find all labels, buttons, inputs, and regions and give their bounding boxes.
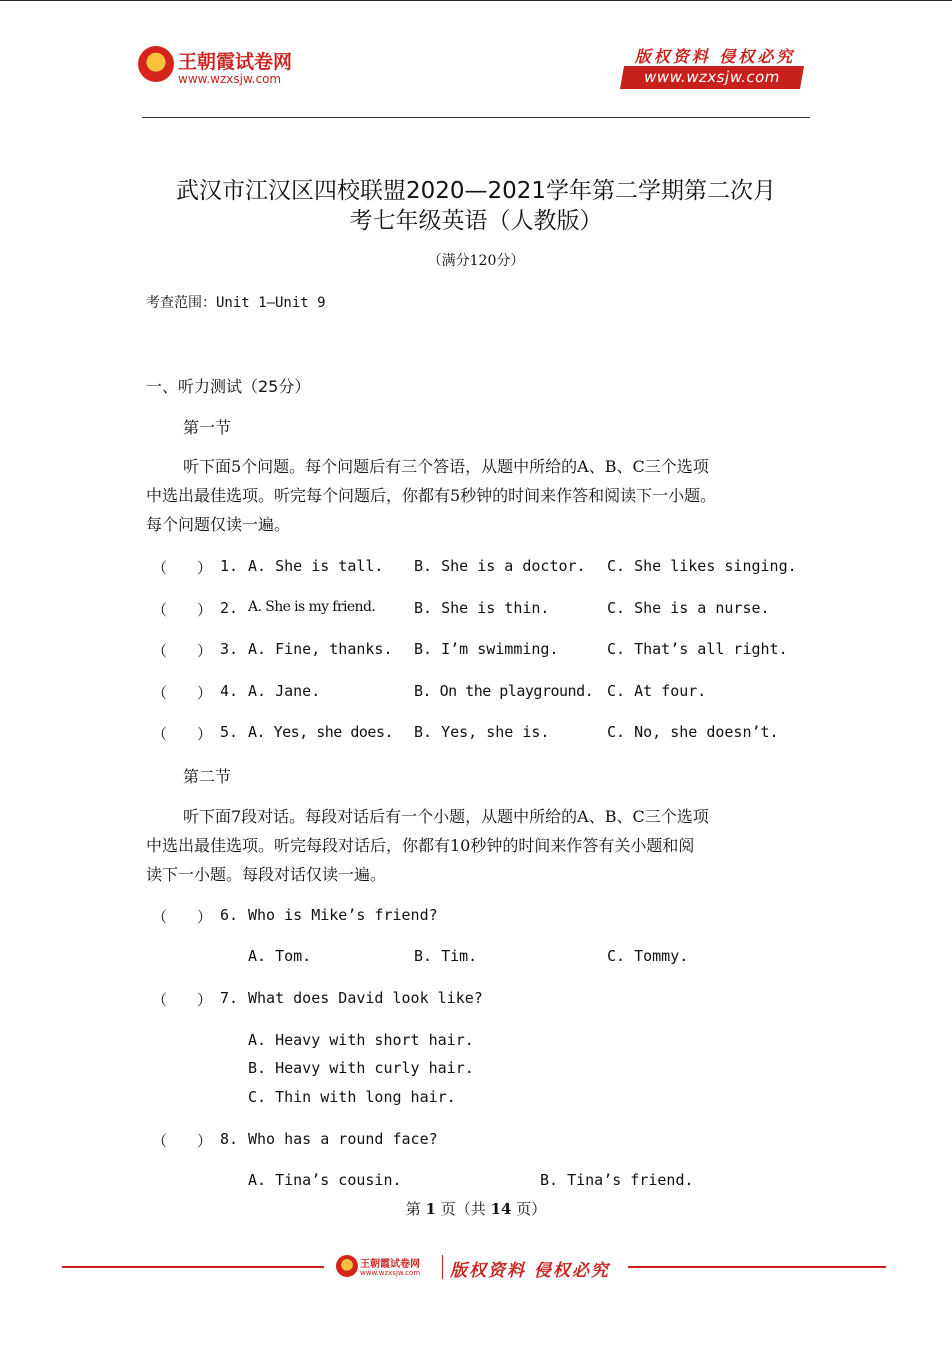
part2-label: 第二节 — [183, 767, 232, 786]
page-current: 1 — [425, 1200, 436, 1218]
option-a: A. Yes, she does. — [248, 723, 394, 741]
part1-label: 第一节 — [183, 418, 232, 437]
instruction-line: 每个问题仅读一遍。 — [146, 515, 291, 534]
option-b: B. Heavy with curly hair. — [248, 1059, 474, 1077]
instruction-line: 听下面7段对话。每段对话后有一个小题，从题中所给的A、B、C三个选项 — [183, 807, 709, 826]
option-c: C. She likes singing. — [607, 557, 797, 575]
page-suffix: 页） — [516, 1200, 547, 1218]
page-mid: 页（共 — [440, 1200, 486, 1218]
answer-blank[interactable]: （ ） — [152, 601, 213, 619]
logo-title: 王朝霞试卷网 — [178, 51, 293, 73]
question-text: Who has a round face? — [248, 1130, 438, 1148]
answer-blank[interactable]: （ ） — [152, 642, 213, 660]
page-number — [300, 1198, 652, 1219]
answer-blank[interactable]: （ ） — [152, 725, 213, 743]
option-a: A. Heavy with short hair. — [248, 1031, 474, 1049]
option-a: A. Jane. — [248, 682, 321, 700]
instruction-line: 中选出最佳选项。听完每个问题后，你都有5秒钟的时间来作答和阅读下一小题。 — [146, 486, 717, 505]
instruction-line: 中选出最佳选项。听完每段对话后，你都有10秒钟的时间来作答有关小题和阅 — [146, 836, 695, 855]
logo-badge-icon — [138, 46, 174, 82]
url-banner: www.wzxsjw.com — [620, 66, 804, 89]
question-number: 6. — [220, 906, 239, 924]
logo-url: www.wzxsjw.com — [178, 72, 282, 86]
option-c: C. At four. — [607, 682, 707, 700]
part2-instructions — [146, 802, 810, 889]
question-number: 2. — [220, 599, 239, 617]
question-number: 5. — [220, 723, 239, 741]
option-a: A. Fine, thanks. — [248, 640, 393, 658]
option-c: C. Thin with long hair. — [248, 1088, 456, 1106]
doc-title-line1: 武汉市江汉区四校联盟2020—2021学年第二学期第二次月 — [175, 178, 777, 204]
footer-logo-badge-icon — [336, 1255, 358, 1277]
answer-blank[interactable]: （ ） — [152, 991, 213, 1009]
section-heading: 一、听力测试（25分） — [146, 377, 311, 396]
option-c: C. That’s all right. — [607, 640, 788, 658]
option-b: B. Yes, she is. — [414, 723, 550, 741]
option-a: A. Tom. — [248, 947, 312, 965]
footer-rule-right — [628, 1266, 886, 1268]
page-prefix: 第 — [405, 1200, 421, 1218]
header-divider — [142, 117, 810, 118]
question-number: 1. — [220, 557, 239, 575]
question-number: 7. — [220, 989, 239, 1007]
option-b: B. Tim. — [414, 947, 478, 965]
option-b: B. She is a doctor. — [414, 557, 586, 575]
option-c: C. Tommy. — [607, 947, 689, 965]
option-b: B. She is thin. — [414, 599, 550, 617]
footer-logo-title: 王朝霞试卷网 — [360, 1259, 420, 1270]
question-text: Who is Mike’s friend? — [248, 906, 438, 924]
instruction-line: 听下面5个问题。每个问题后有三个答语，从题中所给的A、B、C三个选项 — [183, 457, 709, 476]
top-border — [0, 0, 952, 1]
option-b: B. Tina’s friend. — [540, 1171, 694, 1189]
page-total: 14 — [490, 1200, 512, 1218]
question-number: 4. — [220, 682, 239, 700]
exam-scope: 考查范围：Unit 1—Unit 9 — [146, 295, 326, 311]
part1-instructions — [146, 452, 810, 539]
option-b: B. On the playground. — [414, 682, 594, 700]
option-a: A. Tina’s cousin. — [248, 1171, 402, 1189]
option-c: C. She is a nurse. — [607, 599, 770, 617]
doc-title-line2: 考七年级英语（人教版） — [349, 208, 603, 234]
option-b: B. I’m swimming. — [414, 640, 559, 658]
footer-separator — [442, 1255, 443, 1279]
answer-blank[interactable]: （ ） — [152, 684, 213, 702]
answer-blank[interactable]: （ ） — [152, 908, 213, 926]
full-score: （满分120分） — [427, 253, 525, 269]
option-a: A. She is tall. — [248, 557, 384, 575]
footer-logo-url: www.wzxsjw.com — [360, 1269, 421, 1277]
question-number: 8. — [220, 1130, 239, 1148]
answer-blank[interactable]: （ ） — [152, 1132, 213, 1150]
footer-rule-left — [62, 1266, 324, 1268]
question-number: 3. — [220, 640, 239, 658]
answer-blank[interactable]: （ ） — [152, 559, 213, 577]
option-c: C. No, she doesn’t. — [607, 723, 779, 741]
copyright-slogan: 版权资料 侵权必究 — [634, 47, 796, 66]
instruction-line: 读下一小题。每段对话仅读一遍。 — [146, 865, 387, 884]
footer-slogan: 版权资料 侵权必究 — [450, 1261, 610, 1281]
question-text: What does David look like? — [248, 989, 483, 1007]
option-a: A. She is my friend. — [248, 599, 376, 615]
